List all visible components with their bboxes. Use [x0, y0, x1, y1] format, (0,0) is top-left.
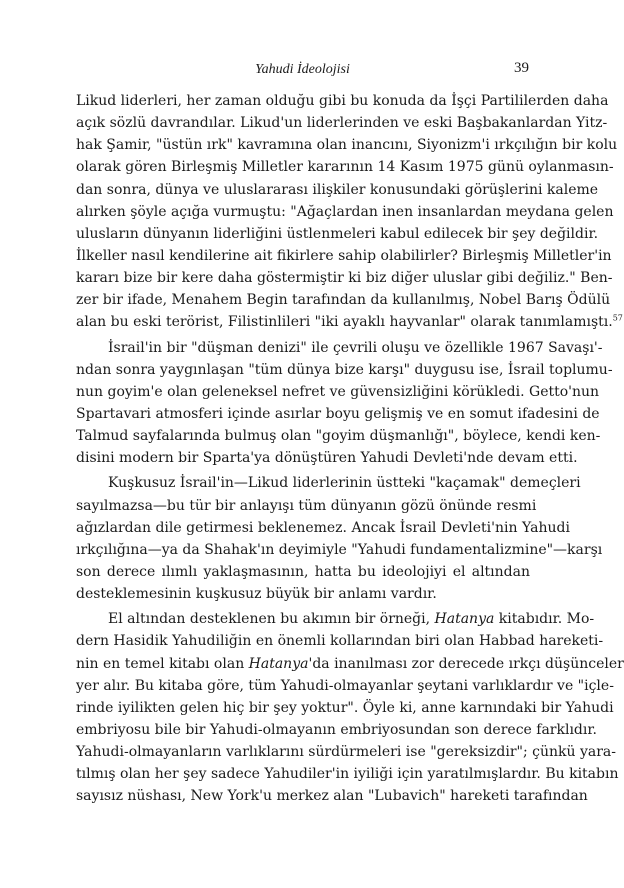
text-line: Likud liderleri, her zaman olduğu gibi bu konuda da İşçi Partililerden daha	[76, 93, 609, 109]
text-line: disini modern bir Sparta'ya dönüştüren Yahudi Devleti'nde devam etti.	[76, 450, 578, 467]
paragraph-2	[76, 337, 613, 470]
text-line	[76, 653, 624, 675]
text-line: Kuşkusuz İsrail'in—Likud liderlerinin üstteki "kaçamak" demeçleri	[108, 475, 581, 492]
text-line: İlkeller nasıl kendilerine ait fikirlere sahip olabilirler? Birleşmiş Milletler'in	[76, 247, 612, 264]
text-line: dern Hasidik Yahudiliğin en önemli kollarından biri olan Habbad hareketi-	[76, 633, 604, 650]
text-line: İsrail'in bir "düşman denizi" ile çevrili oluşu ve özellikle 1967 Savaşı'-	[108, 339, 603, 356]
text-line: ağızlardan dile getirmesi beklenemez. Ancak İsrail Devleti'nin Yahudi	[76, 519, 570, 536]
text-line: olarak gören Birleşmiş Milletler kararının 14 Kasım 1975 günü oylanmasın-	[76, 159, 614, 176]
text-span: nin en temel kitabı olan	[76, 655, 249, 672]
page-number: 39	[514, 60, 529, 76]
text-line: Yahudi-olmayanların varlıklarını sürdürmeleri ise "gereksizdir"; çünkü yara-	[76, 744, 616, 761]
text-line	[76, 608, 595, 630]
text-line: Spartavari atmosferi içinde asırlar boyu gelişmiş ve en somut ifadesini de	[76, 405, 600, 422]
text-line: zer bir ifade, Menahem Begin tarafından da kullanılmış, Nobel Barış Ödülü	[76, 292, 611, 309]
text-line: desteklemesinin kuşkusuz büyük bir anlamı vardır.	[76, 586, 437, 603]
text-line: embriyosu bile bir Yahudi-olmayanın embriyosundan son derece farklıdır.	[76, 721, 597, 738]
text-line: Talmud sayfalarında bulmuş olan "goyim düşmanlığı", böylece, kendi ken-	[76, 428, 601, 445]
text-span: El altından desteklenen bu akımın bir örneği,	[108, 611, 435, 628]
paragraph-3	[76, 472, 603, 605]
book-title-italic: Hatanya	[248, 655, 309, 672]
text-line: son derece ılımlı yaklaşmasının, hatta bu ideolojiyi el altından	[76, 563, 530, 580]
text-line: ndan sonra yaygınlaşan "tüm dünya bize karşı" duygusu ise, İsrail toplumu-	[76, 361, 613, 378]
paragraph-1	[76, 90, 623, 334]
footnote-reference[interactable]: 57	[612, 313, 623, 323]
text-line: ulusların dünyanın liderliğini üstlenmeleri kabul edilecek bir şey değildir.	[76, 225, 599, 242]
text-span: alan bu eski terörist, Filistinlileri "iki ayaklı hayvanlar" olarak tanımlamıştı.	[76, 314, 613, 331]
text-span: kitabıdır. Mo-	[494, 611, 595, 628]
text-line: ırkçılığına—ya da Shahak'ın deyimiyle "Yahudi fundamentalizmine"—karşı	[76, 541, 603, 558]
text-line: dan sonra, dünya ve uluslararası ilişkiler konusundaki görüşlerini kaleme	[76, 181, 599, 198]
text-span: 'da inanılması zor derecede ırkçı düşünceler	[308, 655, 624, 672]
paragraph-4	[76, 608, 624, 807]
text-line: alırken şöyle açığa vurmuştu: "Ağaçlardan inen insanlardan meydana gelen	[76, 203, 614, 220]
book-title-italic: Hatanya	[434, 611, 495, 628]
text-line: açık sözlü davrandılar. Likud'un liderlerinden ve eski Başbakanlardan Yitz-	[76, 115, 608, 132]
text-line: hak Şamir, "üstün ırk" kavramına olan inancını, Siyonizm'i ırkçılığın bir kolu	[76, 137, 618, 154]
text-line: tılmış olan her şey sadece Yahudiler'in iyiliği için yaratılmışlardır. Bu kitabın	[76, 766, 619, 783]
text-line: rinde iyilikten gelen hiç bir şey yoktur". Öyle ki, anne karnındaki bir Yahudi	[76, 699, 614, 716]
body-text	[76, 90, 624, 808]
text-line: yer alır. Bu kitaba göre, tüm Yahudi-olmayanlar şeytani varlıklardır ve "içle-	[76, 677, 614, 694]
running-title: Yahudi İdeolojisi	[255, 62, 350, 77]
text-line: sayılmazsa—bu tür bir anlayışı tüm dünyanın gözü önünde resmi	[76, 497, 537, 514]
text-line: kararı bize bir kere daha göstermiştir ki biz diğer uluslar gibi değiliz." Ben-	[76, 270, 613, 287]
text-line: nun goyim'e olan geleneksel nefret ve güvensizliğini körükledi. Getto'nun	[76, 383, 600, 400]
text-line: sayısız nüshası, New York'u merkez alan "Lubavich" hareketi tarafından	[76, 788, 588, 805]
text-line	[76, 311, 623, 333]
